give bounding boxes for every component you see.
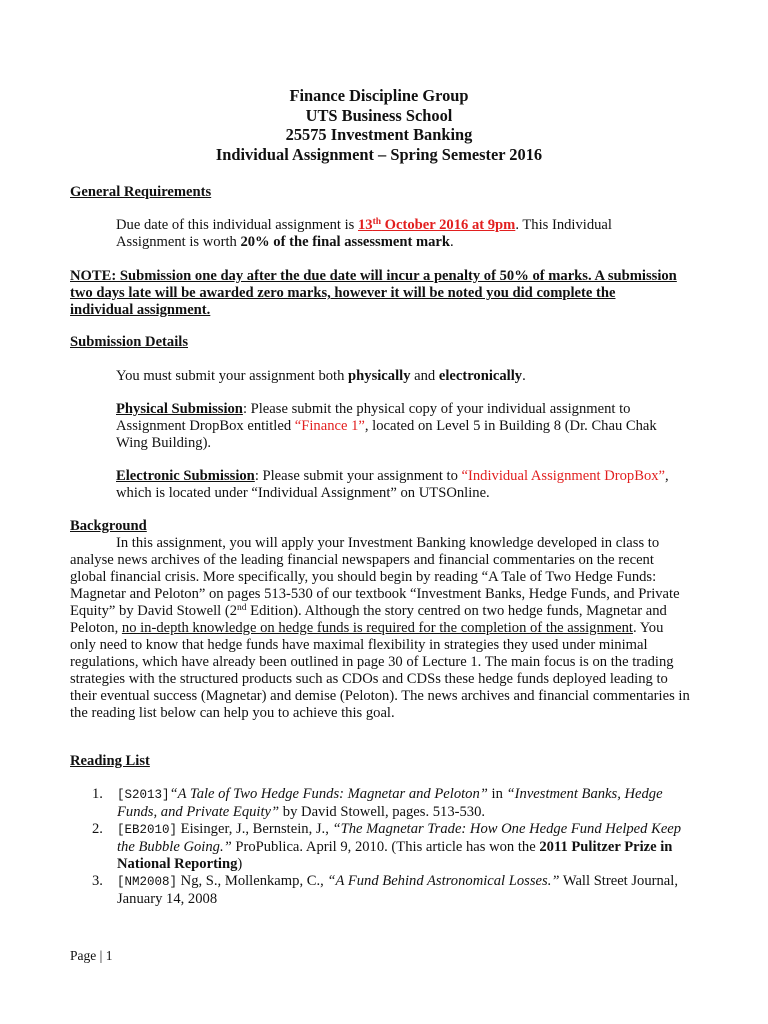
electronic-submission-paragraph: Electronic Submission: Please submit your assignment to “Individual Assignment DropBox”, which is located under “Individual Assignment” on UTSOnline. (116, 468, 669, 501)
general-requirements-heading: General Requirements (70, 184, 212, 200)
reading-list-heading: Reading List (70, 753, 150, 769)
submission-details-heading: Submission Details (70, 334, 188, 350)
reading-list (70, 786, 690, 908)
title-line-1: Finance Discipline Group (289, 86, 469, 105)
title-line-3: 25575 Investment Banking (285, 125, 473, 144)
page-number: Page | 1 (70, 948, 113, 963)
due-date-highlight: 13th October 2016 at 9pm (357, 217, 516, 233)
list-item: 1. [S2013]“A Tale of Two Hedge Funds: Magnetar and Peloton” in “Investment Banks, Hedge Funds, and Private Equity” by David Stowell, pages. 513-530. (92, 786, 663, 820)
background-heading: Background (70, 518, 147, 534)
title-line-4: Individual Assignment – Spring Semester 2016 (215, 144, 543, 164)
background-paragraph: In this assignment, you will apply your Investment Banking knowledge developed in class to analyse news archives of the leading financial newspapers and financial commentaries on the recent global financial crisis. More specifically, you should begin by reading “A Tale of Two Hedge Funds: Magnetar and Peloton” on pages 513-530 of our textbook “Investment Banks, Hedge Funds, and Private Equity” by David Stowell (2nd Edition). Although the story centred on two hedge funds, Magnetar and Peloton, no in-depth knowledge on hedge funds is required for the completion of the assignment. You only need to know that hedge funds have maximal flexibility in strategies they used under minimal regulations, which have already been outlined in page 30 of Lecture 1. The main focus is on the trading strategies with the structured products such as CDOs and CDSs these hedge funds deployed leading to their eventual success (Magnetar) and demise (Peloton). The news archives and financial commentaries in the reading list below can help you to achieve this goal. (70, 535, 690, 721)
submission-intro: You must submit your assignment both physically and electronically. (116, 368, 526, 384)
document-title (0, 86, 758, 164)
title-line-2: UTS Business School (305, 105, 453, 125)
due-date-paragraph: Due date of this individual assignment is 13th October 2016 at 9pm. This Individual Assignment is worth 20% of the final assessment mark. (116, 217, 612, 250)
physical-submission-paragraph: Physical Submission: Please submit the physical copy of your individual assignment to Assignment DropBox entitled “Finance 1”, located on Level 5 in Building 8 (Dr. Chau Chak Wing Building). (116, 401, 657, 451)
list-item: 2. [EB2010] Eisinger, J., Bernstein, J., “The Magnetar Trade: How One Hedge Fund Helped Keep the Bubble Going.” ProPublica. April 9, 2010. (This article has won the 2011 Pulitzer Prize in National Reporting) (92, 821, 682, 872)
penalty-note: NOTE: Submission one day after the due date will incur a penalty of 50% of marks. A submission two days late will be awarded zero marks, however it will be noted you did complete the individual assignment. (70, 268, 677, 318)
list-item: 3. [NM2008] Ng, S., Mollenkamp, C., “A Fund Behind Astronomical Losses.” Wall Street Journal, January 14, 2008 (92, 873, 678, 907)
